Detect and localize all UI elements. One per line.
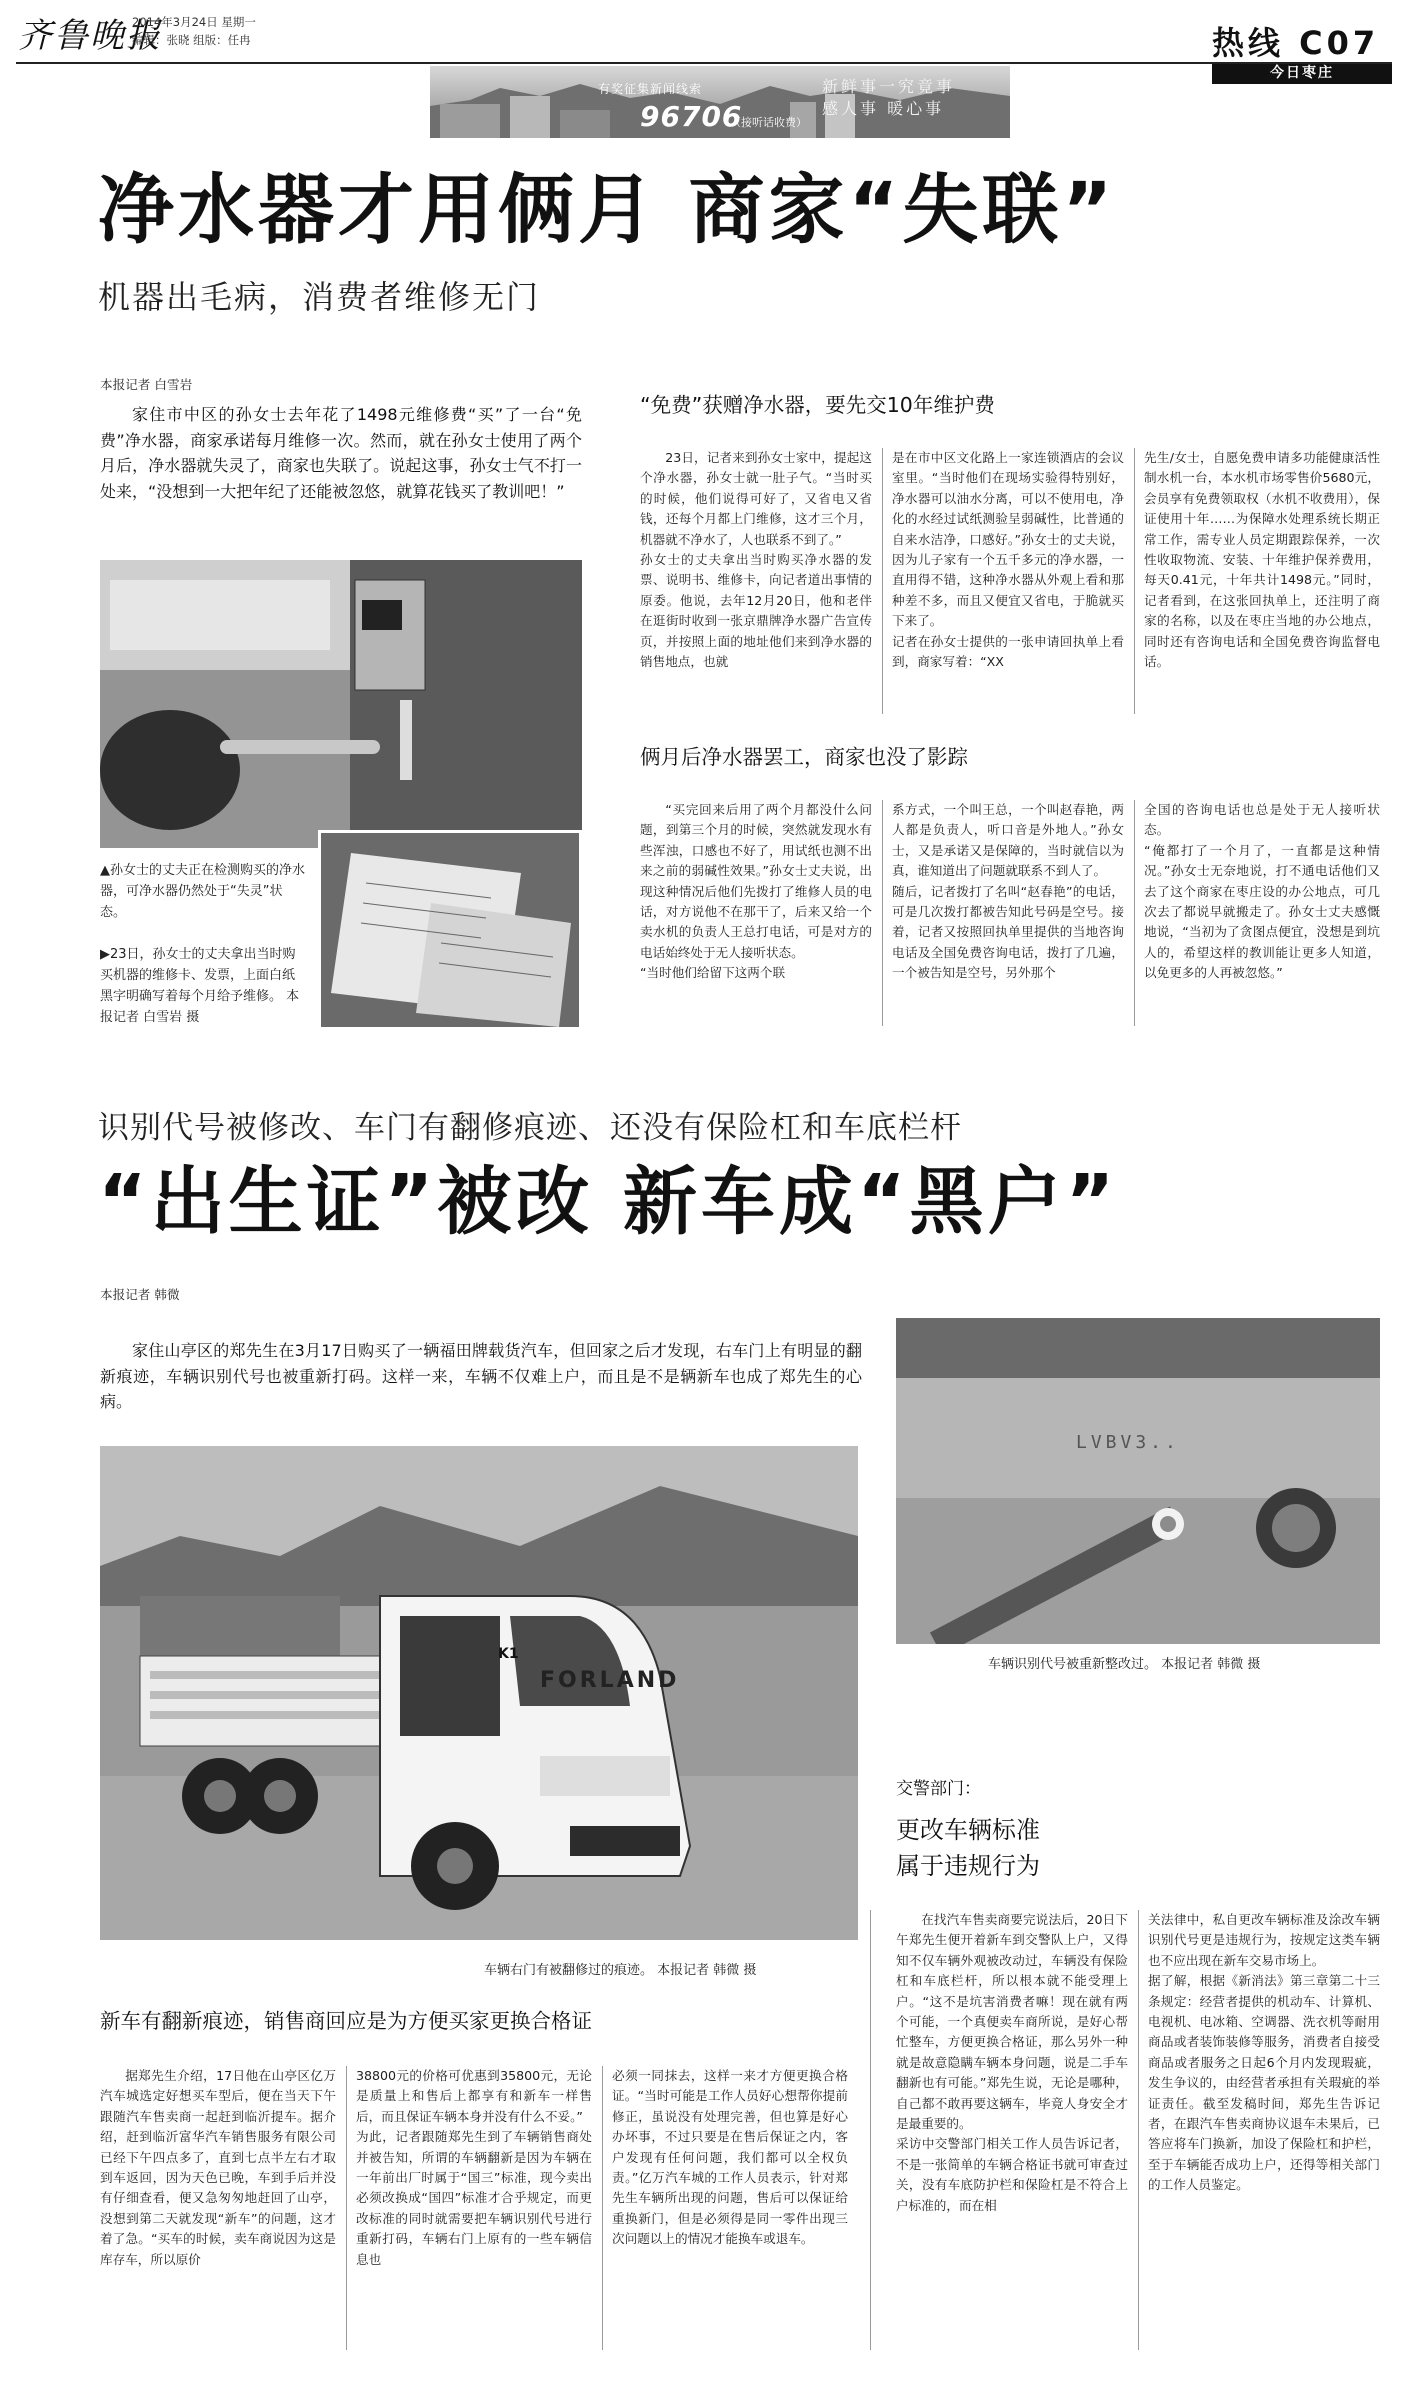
newspaper-logo: 齐鲁晚报 [18,16,162,56]
story1-s2-col1: “买完回来后用了两个月都没什么问题，到第三个月的时候，突然就发现水有些浑浊，口感也不好了，用试纸也测不出来之前的弱碱性效果。”孙女士丈夫说，出现这种情况后他们先拨打了维修人员的电话，对方说他不在那干了，后来又给一个卖水机的负责人王总打电话，可是对方的电话始终处于无人接听状态。 “当时他们给留下这两个联 [640,802,872,981]
story1-headline: 净水器才用俩月 商家“失联” [98,165,1117,254]
story2-caption-vin: 车辆识别代号被重新整改过。 本报记者 韩微 摄 [988,1657,1261,1672]
staff-credits: 编辑：张晓 组版：任冉 [132,33,251,47]
photo-truck [100,1446,858,1940]
truck-brand-label: FORLAND [540,1668,680,1693]
column-rule [882,448,883,714]
story2-caption-truck: 车辆右门有被翻修过的痕迹。 本报记者 韩微 摄 [484,1963,757,1978]
svg-text:LVBV3..: LVBV3.. [1076,1432,1180,1453]
photo-vin-code [896,1318,1380,1644]
story2-s1-col1: 据郑先生介绍，17日他在山亭区亿万汽车城选定好想买车型后，便在当天下午跟随汽车售卖商一起赶到临沂提车。据介绍，赶到临沂富华汽车销售服务有限公司已经下午四点多了，直到七点半左右才取到车返回，因为天色已晚，车到手后并没有仔细查看，便又急匆匆地赶回了山亭，没想到第二天就发现“新车”的问题，这才着了急。“买车的时候，卖车商说因为这是库存车，所以原价 [100,2068,336,2267]
truck-photo [100,1446,858,1940]
story1-caption-2: ▶23日，孙女士的丈夫拿出当时购买机器的维修卡、发票，上面白纸黑字明确写着每个月给予维修。 本报记者 白雪岩 摄 [100,947,300,1025]
story2-s1-col3: 必须一同抹去，这样一来才方便更换合格证。“当时可能是工作人员好心想帮你提前修正，虽说没有处理完善，但也算是好心办坏事，不过只要是在售后保证之内，客户发现有任何问题，我们都可以全权负责。”亿万汽车城的工作人员表示，针对郑先生车辆所出现的问题，售后可以保证给重换新门，但是必须得是同一零件出现三次问题以上的情况才能换车或退车。 [612,2068,848,2247]
photo-water-purifier [100,560,582,848]
column-rule [1134,448,1135,714]
banner-phone-note: （接听话收费） [730,116,807,129]
story1-section1-title: “免费”获赠净水器，要先交10年维护费 [640,393,995,417]
section-bar: 今日枣庄 [1212,62,1392,84]
story2-lead: 家住山亭区的郑先生在3月17日购买了一辆福田牌载货汽车，但回家之后才发现，右车门上有明显的翻新痕迹，车辆识别代号也被重新打码。这样一来，车辆不仅难上户，而且是不是辆新车也成了郑先生的心病。 [100,1341,862,1411]
vin-code-photo [896,1318,1380,1644]
column-rule [1134,800,1135,1026]
masthead-rule [16,62,1392,64]
story1-caption-1: ▲孙女士的丈夫正在检测购买的净水器，可净水器仍然处于“失灵”状态。 [100,863,305,920]
column-rule [346,2066,347,2350]
story2-section1-title: 新车有翻新痕迹，销售商回应是为方便买家更换合格证 [100,2009,592,2033]
story1-byline: 本报记者 白雪岩 [100,377,193,392]
story1-s1-col2: 是在市中区文化路上一家连锁酒店的会议室里。“当时他们在现场实验得特别好，净水器可以油水分离，可以不使用电，净化的水经过试纸测验呈弱碱性，比普通的自来水洁净，口感好。”孙女士的丈夫说，因为儿子家有一个五千多元的净水器，一直用得不错，这种净水器从外观上看和那种差不多，而且又便宜又省电，于脆就买下来了。 记者在孙女士提供的一张申请回执单上看到，商家写着：“XX [892,450,1124,670]
issue-date: 2014年3月24日 星期一 [132,15,256,29]
police-col2: 关法律中，私自更改车辆标准及涂改车辆识别代号更是违规行为，按规定这类车辆也不应出现在新车交易市场上。 据了解，根据《新消法》第三章第二十三条规定：经营者提供的机动车、计算机、电视机、电冰箱、空调器、洗衣机等耐用商品或者装饰装修等服务，消费者自接受商品或者服务之日起6个月内发现瑕疵，发生争议的，由经营者承担有关瑕疵的举证责任。截至发稿时间，郑先生告诉记者，在跟汽车售卖商协议退车未果后，已答应将车门换新，加设了保险杠和护栏，至于车辆能否成功上户，还得等相关部门的工作人员鉴定。 [1148,1912,1380,2193]
police-title-line2: 属于违规行为 [896,1852,1040,1880]
column-rule [882,800,883,1026]
page-number: C07 [1299,24,1380,62]
column-rule [1138,1910,1139,2350]
banner-phone-number: 96706 [640,100,743,133]
story1-s2-col3: 全国的咨询电话也总是处于无人接听状态。 “俺都打了一个月了，一直都是这种情况。”孙女士无奈地说，打不通电话他们又去了这个商家在枣庄设的办公地点，可几次去了都说早就搬走了。孙女士丈夫感慨地说，“当初为了贪图点便宜，没想是到坑人的，希望这样的教训能让更多人知道，以免更多的人再被忽悠。” [1144,802,1380,981]
banner-ad-label: 有奖征集新闻线索 [598,82,703,96]
story2-s1-col2: 38800元的价格可优惠到35800元，无论是质量上和售后上都享有和新车一样售后，而且保证车辆本身并没有什么不妥。” 为此，记者跟随郑先生到了车辆销售商处并被告知，所谓的车辆翻新是因为车辆在一年前出厂时属于“国三”标准，现今卖出必须改换成“国四”标准才合乎规定，而更改标准的同时就需要把车辆识别代号进行重新打码，车辆右门上原有的一些车辆信息也 [356,2068,592,2267]
police-label: 交警部门： [896,1779,981,1799]
photo-warranty-card [318,830,582,1030]
story1-lead: 家住市中区的孙女士去年花了1498元维修费“买”了一台“免费”净水器，商家承诺每月维修一次。然而，就在孙女士使用了两个月后，净水器就失灵了，商家也失联了。说起这事，孙女士气不打一处来，“没想到一大把年纪了还能被忽悠，就算花钱买了教训吧！” [100,405,582,501]
column-rule [602,2066,603,2350]
story2-headline: “出生证”被改 新车成“黑户” [98,1159,1119,1245]
story1-s1-col1: 23日，记者来到孙女士家中，提起这个净水器，孙女士就一肚子气。“当时买的时候，他们说得可好了，又省电又省钱，还每个月都上门维修，这才三个月，机器就不净水了，人也联系不到了。” 孙女士的丈夫拿出当时购买净水器的发票、说明书、维修卡，向记者道出事情的原委。他说，去年12月20日，他和老伴在逛街时收到一张京鼎牌净水器广告宣传页，并按照上面的地址他们来到净水器的销售地点，也就 [640,450,872,670]
warranty-card-photo [321,833,579,1027]
story1-s2-col2: 系方式，一个叫王总，一个叫赵春艳，两人都是负责人，听口音是外地人。”孙女士，又是承诺又是保障的，当时就信以为真，谁知道出了问题就联系不到人了。 随后，记者拨打了名叫“赵春艳”的电话，可是几次拨打都被告知此号码是空号。接着，记者又按照回执单里提供的当地咨询电话及全国免费咨询电话，拨打了几遍，一个被告知是空号，另外那个 [892,802,1124,981]
story1-s1-col3: 先生/女士，自愿免费申请多功能健康活性制水机一台，本水机市场零售价5680元，会员享有免费领取权（水机不收费用），保证使用十年……为保障水处理系统长期正常工作，需专业人员定期跟踪保养，一次性收取物流、安装、十年维护保养费用，每天0.41元，十年共计1498元。”同时，记者看到，在这张回执单上，还注明了商家的名称，以及在枣庄当地的办公地点，同时还有咨询电话和全国免费咨询监督电话。 [1144,450,1380,670]
section-title: 热线 C07 [1212,24,1380,62]
story1-section2-title: 俩月后净水器罢工，商家也没了影踪 [640,745,968,769]
police-title-line1: 更改车辆标准 [896,1816,1040,1844]
column-rule [870,1910,871,2350]
water-purifier-photo [100,560,582,848]
police-title [896,1812,1040,1884]
story1-subheadline: 机器出毛病，消费者维修无门 [98,278,541,316]
banner-slogan: 新鲜事一究竟事 感人事 暖心事 [822,77,956,118]
truck-tag-label: K1 [498,1646,519,1662]
story2-kicker: 识别代号被修改、车门有翻修痕迹、还没有保险杠和车底栏杆 [98,1110,962,1146]
police-col1: 在找汽车售卖商要完说法后，20日下午郑先生便开着新车到交警队上户，又得知不仅车辆外观被改动过，车辆没有保险杠和车底栏杆，所以根本就不能受理上户。“这不是坑害消费者嘛！现在就有两个可能，一个真便卖车商所说，是好心帮忙整车，方便更换合格证，那么另外一种就是故意隐瞒车辆本身问题，说是二手车翻新也有可能。”郑先生说，无论是哪种，自己都不敢再要这辆车，毕竟人身安全才是最重要的。 采访中交警部门相关工作人员告诉记者，不是一张简单的车辆合格证书就可审查过关，没有车底防护栏和保险杠是不符合上户标准的，而在相 [896,1912,1128,2213]
story2-byline: 本报记者 韩微 [100,1287,180,1302]
hotline-banner [430,66,1010,138]
